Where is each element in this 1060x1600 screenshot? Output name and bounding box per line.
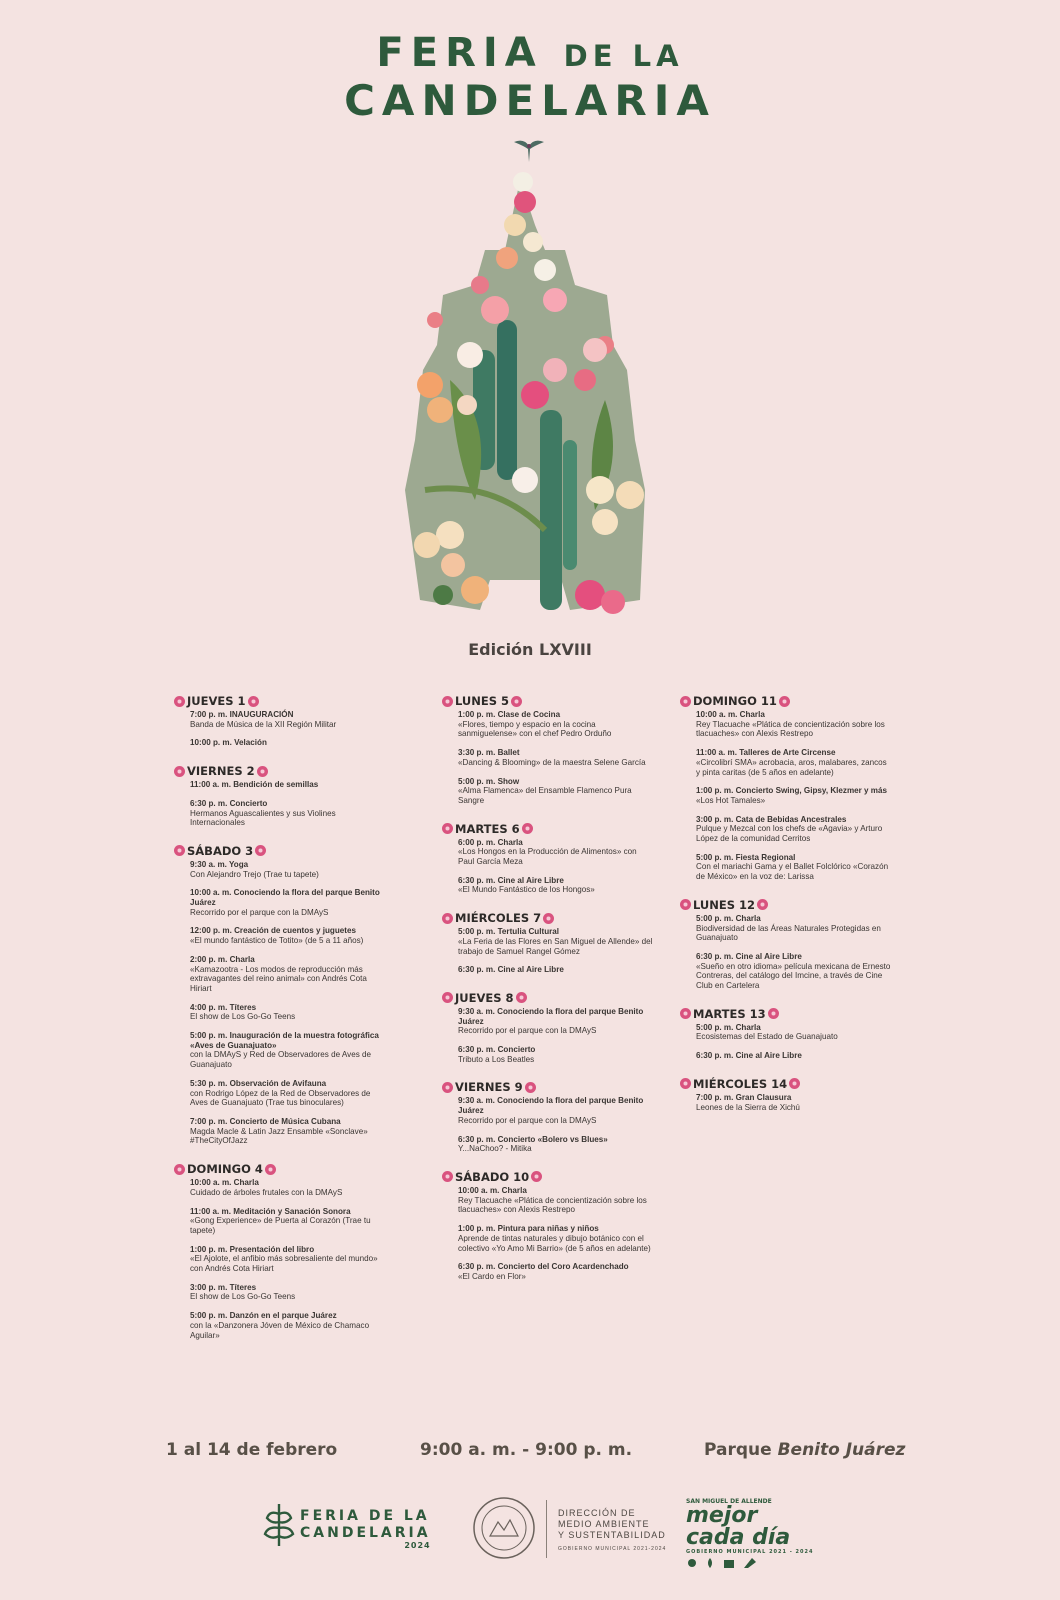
- day-heading: [440, 1080, 655, 1094]
- event-item: [190, 799, 387, 828]
- event-item: [696, 1051, 893, 1061]
- event-item: [696, 710, 893, 739]
- event-description: Recorrido por el parque con la DMAyS: [458, 1115, 597, 1125]
- event-time-title: 6:30 p. m. Concierto «Bolero vs Blues»: [458, 1134, 608, 1144]
- day-label: VIERNES 2: [187, 764, 255, 779]
- day-label: JUEVES 8: [455, 990, 514, 1005]
- event-item: [190, 1178, 387, 1197]
- event-description: con la DMAyS y Red de Observadores de Aves de Guanajuato: [190, 1050, 372, 1070]
- event-time-title: 6:30 p. m. Cine al Aire Libre: [458, 965, 564, 975]
- schedule-column-1: [172, 694, 387, 1356]
- event-item: [458, 1007, 655, 1036]
- flower-icon: [678, 695, 693, 708]
- logo-divider: [546, 1500, 547, 1558]
- event-description: «Sueño en otro idioma» película mexicana de Ernesto Contreras, del catálogo del Imcine, a través de Cine Club en Cartelera: [696, 961, 891, 991]
- feria-logo-icon: [262, 1502, 296, 1548]
- event-description: Con Alejandro Trejo (Trae tu tapete): [190, 869, 319, 879]
- event-item: [696, 1093, 893, 1112]
- event-time-title: 10:00 p. m. Velación: [190, 738, 267, 748]
- day-label: VIERNES 9: [455, 1080, 523, 1095]
- event-description: «El Mundo Fantástico de los Hongos»: [458, 885, 595, 895]
- edition-label: Edición LXVIII: [468, 640, 592, 659]
- event-item: [696, 853, 893, 882]
- event-description: con la «Danzonera Jóven de México de Chamaco Aguilar»: [190, 1320, 370, 1340]
- event-time-title: 3:30 p. m. Ballet: [458, 748, 520, 758]
- event-item: [190, 1207, 387, 1236]
- event-time-title: 1:00 p. m. Pintura para niñas y niños: [458, 1224, 599, 1234]
- day-heading: [440, 822, 655, 836]
- event-description: Tributo a Los Beatles: [458, 1054, 535, 1064]
- day-heading: [172, 764, 387, 778]
- municipal-seal-icon: [472, 1496, 536, 1560]
- event-time-title: 6:30 p. m. Cine al Aire Libre: [458, 875, 564, 885]
- event-item: [190, 1283, 387, 1302]
- day-label: LUNES 12: [693, 897, 756, 912]
- event-time-title: 10:00 a. m. Charla: [458, 1185, 527, 1195]
- event-time-title: 5:00 p. m. Danzón en el parque Juárez: [190, 1311, 337, 1321]
- day-label: DOMINGO 11: [693, 694, 777, 708]
- event-description: Con el mariachi Gama y el Ballet Folclórico «Corazón de México» en la voz de: Larissa: [696, 862, 889, 882]
- event-time-title: 10:00 a. m. Charla: [190, 1178, 259, 1188]
- event-item: [190, 1245, 387, 1274]
- event-time-title: 10:00 a. m. Conociendo la flora del parque Benito Juárez: [190, 888, 380, 908]
- event-time-title: 11:00 a. m. Talleres de Arte Circense: [696, 748, 836, 758]
- footer-place: Parque Benito Juárez: [704, 1440, 906, 1460]
- schedule-column-3: [678, 694, 893, 1128]
- event-description: «El mundo fantástico de Totito» (de 5 a 11 años): [190, 936, 364, 946]
- event-item: [696, 786, 893, 805]
- flower-icon: [172, 695, 187, 708]
- flower-icon: [541, 912, 556, 925]
- flower-icon: [529, 1170, 544, 1183]
- event-item: [696, 952, 893, 991]
- day-label: MARTES 13: [693, 1006, 766, 1021]
- event-item: [190, 1311, 387, 1340]
- flower-icon: [172, 765, 187, 778]
- page-title-line1: FERIA DE LA: [376, 30, 684, 76]
- flower-icon: [440, 1081, 455, 1094]
- event-time-title: 12:00 p. m. Creación de cuentos y juguetes: [190, 926, 356, 936]
- flower-icon: [172, 844, 187, 857]
- event-description: Magda Macle & Latin Jazz Ensamble «Sonclave» #TheCityOfJazz: [190, 1126, 368, 1146]
- event-description: Pulque y Mezcal con los chefs de «Agavia» y Arturo López de la comunidad Cerritos: [696, 824, 883, 844]
- event-time-title: 9:30 a. m. Yoga: [190, 859, 249, 869]
- event-item: [458, 777, 655, 806]
- event-time-title: 3:00 p. m. Cata de Bebidas Ancestrales: [696, 814, 847, 824]
- event-time-title: 6:30 p. m. Concierto: [190, 798, 268, 808]
- event-item: [190, 710, 387, 729]
- event-description: Recorrido por el parque con la DMAyS: [190, 907, 329, 917]
- event-item: [458, 1096, 655, 1125]
- event-description: «El Ajolote, el anfibio más sobresaliente del mundo» con Andrés Cota Hiriart: [190, 1254, 378, 1274]
- event-item: [696, 815, 893, 844]
- flower-icon: [678, 898, 693, 911]
- event-description: El show de Los Go-Go Teens: [190, 1012, 296, 1022]
- page-title-line2: CANDELARIA: [344, 76, 716, 125]
- feria-logo-text: FERIA DE LA CANDELARIA 2024: [300, 1508, 431, 1550]
- event-description: Biodiversidad de las Áreas Naturales Protegidas en Guanajuato: [696, 923, 881, 943]
- flower-icon: [253, 844, 268, 857]
- event-description: Hermanos Aguascalientes y sus Violines Internacionales: [190, 808, 336, 828]
- day-heading: [678, 1077, 893, 1091]
- event-description: «Los Hongos en la Producción de Alimentos» con Paul García Meza: [458, 847, 637, 867]
- event-description: «Circolibrí SMA» acrobacia, aros, malabares, zancos y pinta caritas (de 5 años en adelante): [696, 757, 887, 777]
- sponsor-logos: [0, 1496, 1060, 1566]
- event-item: [190, 1079, 387, 1108]
- flower-icon: [787, 1077, 802, 1090]
- event-item: [458, 1262, 655, 1281]
- event-description: «Gong Experience» de Puerta al Corazón (Trae tu tapete): [190, 1216, 371, 1235]
- day-label: SÁBADO 10: [455, 1169, 530, 1184]
- day-label: MIÉRCOLES 14: [693, 1076, 788, 1091]
- event-description: Ecosistemas del Estado de Guanajuato: [696, 1032, 838, 1042]
- event-item: [458, 927, 655, 956]
- event-item: [190, 738, 387, 748]
- flower-icon: [246, 695, 261, 708]
- flower-icon: [263, 1163, 278, 1176]
- event-time-title: 9:30 a. m. Conociendo la flora del parque Benito Juárez: [458, 1006, 644, 1026]
- event-time-title: 6:30 p. m. Cine al Aire Libre: [696, 951, 802, 961]
- event-time-title: 3:00 p. m. Títeres: [190, 1282, 257, 1292]
- event-item: [696, 914, 893, 943]
- flower-icon: [678, 1007, 693, 1020]
- flower-icon: [514, 991, 529, 1004]
- day-heading: [440, 911, 655, 925]
- event-description: «Kamazootra - Los modos de reproducción más extravagantes del reino animal» con Andrés Cota Hiriart: [190, 964, 367, 993]
- day-heading: [440, 1170, 655, 1184]
- event-time-title: 1:00 p. m. Clase de Cocina: [458, 710, 561, 719]
- event-description: «Dancing & Blooming» de la maestra Selene García: [458, 757, 646, 767]
- sma-symbol-icons: [686, 1556, 766, 1570]
- sma-government-logo: SAN MIGUEL DE ALLENDE mejor cada día GOBIERNO MUNICIPAL 2021 - 2024: [686, 1498, 813, 1574]
- event-time-title: 6:30 p. m. Concierto del Coro Acardenchado: [458, 1262, 629, 1272]
- flower-icon: [440, 912, 455, 925]
- event-time-title: 5:30 p. m. Observación de Avifauna: [190, 1078, 327, 1088]
- flower-icon: [678, 1077, 693, 1090]
- event-time-title: 5:00 p. m. Fiesta Regional: [696, 852, 796, 862]
- event-item: [458, 1224, 655, 1253]
- event-time-title: 4:00 p. m. Títeres: [190, 1002, 257, 1012]
- event-description: Banda de Música de la XII Región Militar: [190, 719, 337, 729]
- event-description: «El Cardo en Flor»: [458, 1271, 526, 1281]
- event-item: [190, 926, 387, 945]
- event-description: Rey Tlacuache «Plática de concientización sobre los tlacuaches» con Alexis Restrepo: [696, 719, 885, 739]
- event-time-title: 7:00 p. m. Gran Clausura: [696, 1092, 792, 1102]
- event-item: [458, 1045, 655, 1064]
- event-description: con Rodrigo López de la Red de Observadores de Aves de Guanajuato (Trae tus binoculares): [190, 1088, 371, 1108]
- event-description: «Flores, tiempo y espacio en la cocina sanmiguelense» con el chef Pedro Orduño: [458, 719, 612, 739]
- event-item: [458, 838, 655, 867]
- flower-icon: [440, 822, 455, 835]
- day-heading: [678, 1007, 893, 1021]
- environment-department-logo: DIRECCIÓN DE MEDIO AMBIENTE Y SUSTENTABILIDAD GOBIERNO MUNICIPAL 2021-2024: [558, 1508, 667, 1552]
- event-item: [458, 965, 655, 975]
- day-heading: [172, 844, 387, 858]
- footer-dates: 1 al 14 de febrero: [166, 1440, 338, 1460]
- event-time-title: 5:00 p. m. Inauguración de la muestra fotográfica «Aves de Guanajuato»: [190, 1031, 379, 1050]
- event-time-title: 2:00 p. m. Charla: [190, 954, 255, 964]
- flower-icon: [440, 991, 455, 1004]
- day-heading: [172, 1162, 387, 1176]
- day-heading: [440, 694, 655, 708]
- event-time-title: 9:30 a. m. Conociendo la flora del parque Benito Juárez: [458, 1096, 644, 1116]
- flower-icon: [777, 695, 792, 708]
- event-item: [458, 876, 655, 895]
- day-heading: [172, 694, 387, 708]
- event-item: [696, 748, 893, 777]
- flower-icon: [255, 765, 270, 778]
- schedule-column-2: [440, 694, 655, 1298]
- event-item: [458, 1135, 655, 1154]
- event-time-title: 7:00 p. m. Concierto de Música Cubana: [190, 1116, 341, 1126]
- event-item: [190, 1117, 387, 1146]
- event-description: «La Feria de las Flores en San Miguel de Allende» del trabajo de Samuel Rangel Gómez: [458, 936, 653, 956]
- event-time-title: 10:00 a. m. Charla: [696, 710, 765, 719]
- event-time-title: 5:00 p. m. Charla: [696, 913, 761, 923]
- day-heading: [678, 898, 893, 912]
- event-description: El show de Los Go-Go Teens: [190, 1292, 296, 1302]
- event-description: Rey Tlacuache «Plática de concientización sobre los tlacuaches» con Alexis Restrepo: [458, 1195, 647, 1215]
- event-item: [190, 860, 387, 879]
- event-item: [190, 1003, 387, 1022]
- event-time-title: 5:00 p. m. Tertulia Cultural: [458, 927, 560, 937]
- flower-icon: [523, 1081, 538, 1094]
- flower-icon: [520, 822, 535, 835]
- day-label: SÁBADO 3: [187, 843, 254, 858]
- floral-cathedral-illustration: [395, 170, 655, 620]
- flower-icon: [172, 1163, 187, 1176]
- event-time-title: 6:00 p. m. Charla: [458, 837, 523, 847]
- event-time-title: 1:00 p. m. Presentación del libro: [190, 1244, 315, 1254]
- event-description: Y...NaChoo? - Mitika: [458, 1144, 532, 1154]
- event-item: [458, 748, 655, 767]
- event-time-title: 11:00 a. m. Meditación y Sanación Sonora: [190, 1206, 351, 1216]
- event-item: [190, 780, 387, 790]
- event-item: [190, 1031, 387, 1070]
- event-description: Recorrido por el parque con la DMAyS: [458, 1026, 597, 1036]
- event-time-title: 1:00 p. m. Concierto Swing, Gipsy, Klezmer y más: [696, 786, 888, 796]
- day-heading: [678, 694, 893, 708]
- day-label: MIÉRCOLES 7: [455, 911, 542, 926]
- event-description: «Los Hot Tamales»: [696, 795, 766, 805]
- event-item: [696, 1023, 893, 1042]
- hummingbird-icon: [512, 134, 546, 166]
- day-label: MARTES 6: [455, 821, 520, 836]
- day-label: DOMINGO 4: [187, 1162, 263, 1177]
- flower-icon: [755, 898, 770, 911]
- event-time-title: 11:00 a. m. Bendición de semillas: [190, 780, 319, 790]
- flower-icon: [440, 1170, 455, 1183]
- day-label: JUEVES 1: [187, 694, 246, 708]
- flower-icon: [440, 695, 455, 708]
- event-description: Leones de la Sierra de Xichú: [696, 1102, 800, 1112]
- event-time-title: 7:00 p. m. INAUGURACIÓN: [190, 710, 294, 719]
- flower-icon: [509, 695, 524, 708]
- flower-icon: [766, 1007, 781, 1020]
- event-time-title: 6:30 p. m. Concierto: [458, 1045, 536, 1055]
- event-item: [190, 955, 387, 994]
- event-time-title: 6:30 p. m. Cine al Aire Libre: [696, 1051, 802, 1061]
- event-description: «Alma Flamenca» del Ensamble Flamenco Pura Sangre: [458, 786, 632, 805]
- event-item: [458, 710, 655, 739]
- event-item: [190, 888, 387, 917]
- day-label: LUNES 5: [455, 694, 510, 708]
- event-time-title: 5:00 p. m. Show: [458, 776, 520, 786]
- event-item: [458, 1186, 655, 1215]
- event-time-title: 5:00 p. m. Charla: [696, 1022, 761, 1032]
- event-description: Aprende de tintas naturales y dibujo botánico con el colectivo «Yo Amo Mi Barrio» (de 5 años en adelante): [458, 1233, 651, 1253]
- day-heading: [440, 991, 655, 1005]
- footer-hours: 9:00 a. m. - 9:00 p. m.: [420, 1440, 633, 1460]
- event-description: Cuidado de árboles frutales con la DMAyS: [190, 1187, 343, 1197]
